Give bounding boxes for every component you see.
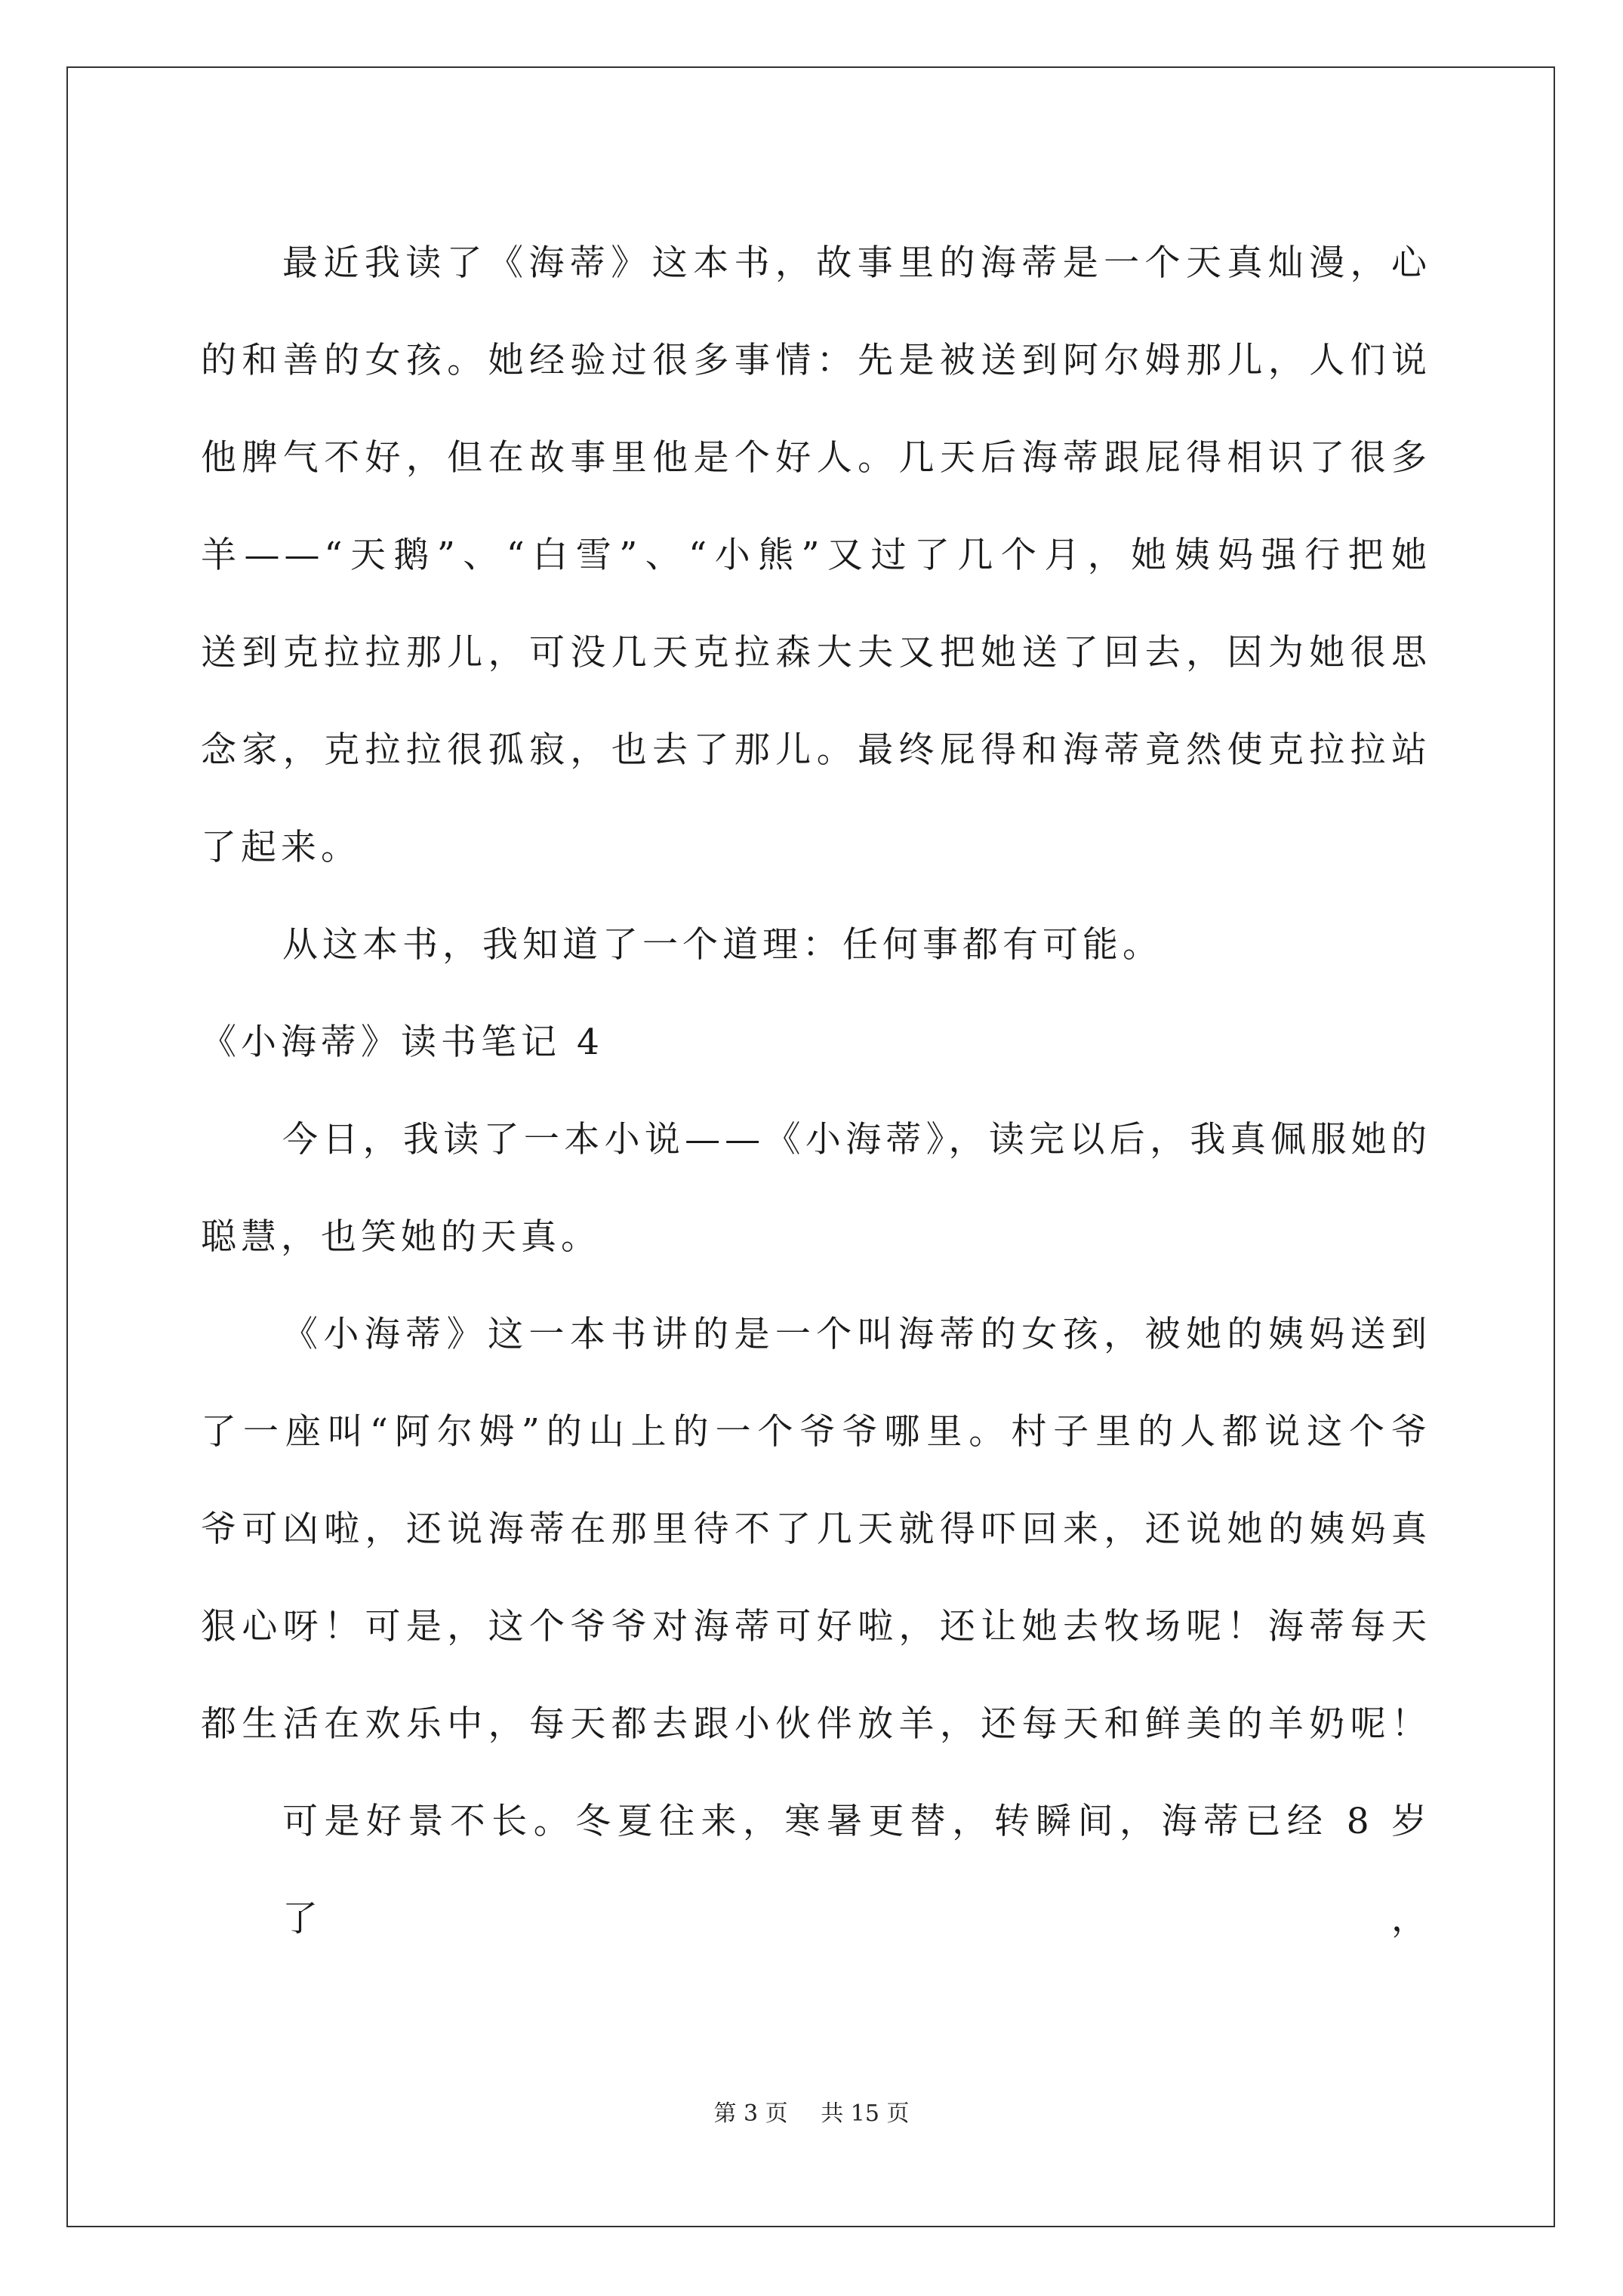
text-line: 都生活在欢乐中，每天都去跟小伙伴放羊，还每天和鲜美的羊奶呢！ — [201, 1703, 1431, 1745]
text-line: 从这本书，我知道了一个道理：任何事都有可能。 — [282, 924, 1163, 966]
paragraph — [201, 994, 1431, 1091]
page-footer — [0, 2099, 1623, 2129]
paragraph — [201, 1773, 1431, 1940]
text-line: 的和善的女孩。她经验过很多事情：先是被送到阿尔姆那儿，人们说 — [201, 340, 1431, 381]
paragraph — [201, 896, 1431, 994]
text-line: 爷可凶啦，还说海蒂在那里待不了几天就得吓回来，还说她的姨妈真 — [201, 1509, 1431, 1550]
page-total: 共 15 页 — [821, 2100, 910, 2127]
text-line: 了一座叫“阿尔姆”的山上的一个爷爷哪里。村子里的人都说这个爷 — [201, 1411, 1431, 1453]
text-line: 可是好景不长。冬夏往来，寒暑更替，转瞬间，海蒂已经 8 岁了， — [282, 1801, 1431, 1940]
text-line: 念家，克拉拉很孤寂，也去了那儿。最终屁得和海蒂竟然使克拉拉站 — [201, 729, 1431, 771]
text-line: 他脾气不好，但在故事里他是个好人。几天后海蒂跟屁得相识了很多 — [201, 437, 1431, 479]
paragraph — [201, 1286, 1431, 1773]
text-line: 《小海蒂》这一本书讲的是一个叫海蒂的女孩，被她的姨妈送到 — [282, 1314, 1431, 1355]
text-line: 送到克拉拉那儿，可没几天克拉森大夫又把她送了回去，因为她很思 — [201, 632, 1431, 673]
text-line: 最近我读了《海蒂》这本书，故事里的海蒂是一个天真灿漫，心 — [282, 242, 1431, 284]
paragraph — [201, 214, 1431, 896]
page-number: 第 3 页 — [713, 2100, 788, 2127]
text-line: 聪慧，也笑她的天真。 — [201, 1216, 601, 1258]
text-line: 了起来。 — [201, 827, 361, 868]
text-line: 《小海蒂》读书笔记 4 — [201, 1022, 604, 1063]
paragraph — [201, 1091, 1431, 1286]
text-line: 狠心呀！可是，这个爷爷对海蒂可好啦，还让她去牧场呢！海蒂每天 — [201, 1606, 1431, 1647]
text-line: 羊——“天鹅”、“白雪”、“小熊”又过了几个月，她姨妈强行把她 — [201, 535, 1431, 576]
text-line: 今日，我读了一本小说——《小海蒂》，读完以后，我真佩服她的 — [282, 1119, 1431, 1160]
document-body — [201, 214, 1431, 1940]
